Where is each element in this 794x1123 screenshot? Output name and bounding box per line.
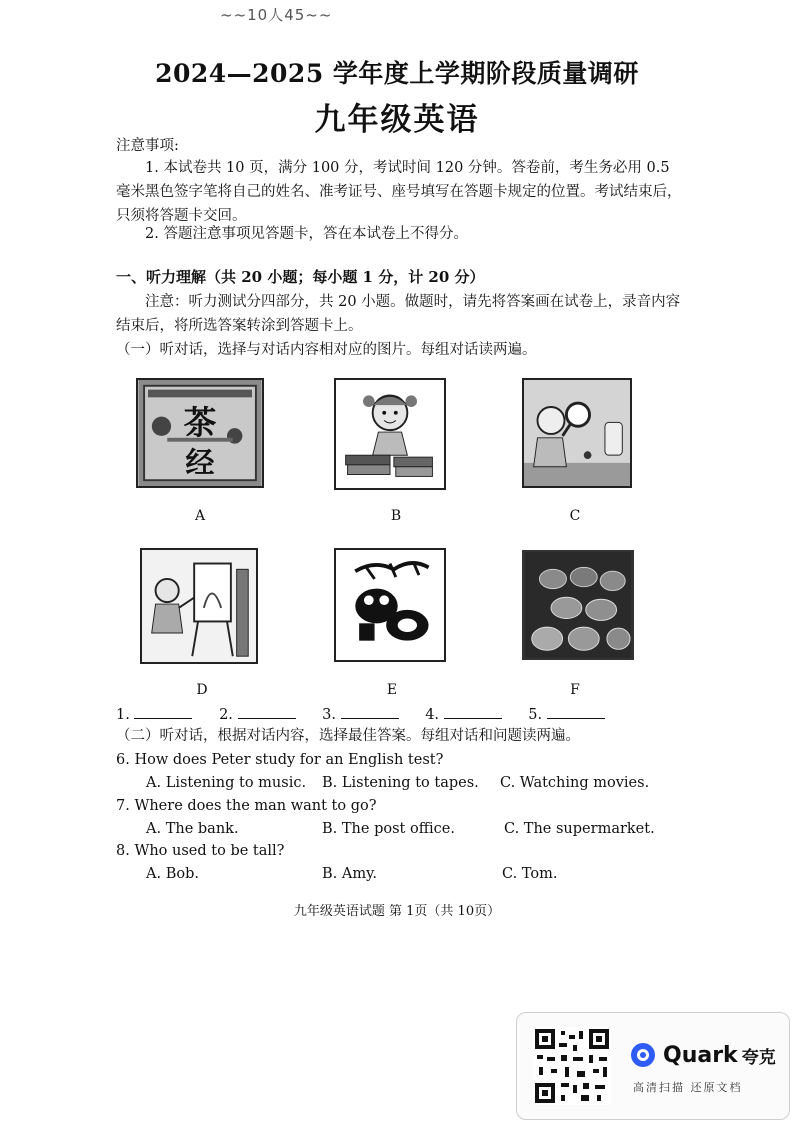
question-8-option-c: C. Tom.: [502, 866, 558, 882]
handwritten-mark: ~~10人45~~: [220, 6, 333, 24]
quark-slogan: 高清扫描 还原文档: [633, 1081, 743, 1094]
notice-item-1: 1. 本试卷共 10 页，满分 100 分，考试时间 120 分钟。答卷前，考生务必用 0.5 毫米黑色签字笔将自己的姓名、准考证号、座号填写在答题卡规定的位置。考试结束后，只须将答题卡交回。: [116, 160, 682, 224]
painting-child-image: [142, 550, 256, 662]
picture-f: [522, 550, 634, 660]
quark-logo-icon: [629, 1041, 657, 1069]
image-char-1: 茶: [183, 402, 217, 442]
panda-papercut-image: [336, 550, 444, 660]
magnifier-image: [524, 380, 630, 486]
question-6-option-a: A. Listening to music.: [146, 775, 307, 791]
part1-instruction: （一）听对话，选择与对话内容相对应的图片。每组对话读两遍。: [116, 342, 537, 358]
blank-label-5: 5.: [528, 707, 543, 723]
picture-label-e: E: [386, 682, 398, 698]
question-7-option-a: A. The bank.: [146, 821, 239, 837]
blank-label-3: 3.: [322, 707, 336, 723]
exam-title: 2024—2025 学年度上学期阶段质量调研: [155, 59, 639, 88]
blank-label-1: 1.: [116, 707, 130, 723]
page-footer: 九年级英语试题 第 1页（共 10页）: [293, 904, 501, 919]
picture-b: [334, 378, 446, 490]
question-6-option-c: C. Watching movies.: [500, 775, 650, 791]
answer-blank-2[interactable]: [238, 704, 296, 719]
answer-blanks: [116, 704, 627, 723]
quark-brand-cn: 夸克: [741, 1047, 776, 1068]
part2-instruction: （二）听对话，根据对话内容，选择最佳答案。每组对话和问题读两遍。: [116, 728, 580, 744]
picture-label-c: C: [569, 508, 581, 524]
question-8-stem: 8. Who used to be tall?: [116, 843, 285, 859]
picture-label-d: D: [196, 682, 208, 698]
tea-book-image: [138, 380, 262, 486]
quark-brand: Quark: [663, 1042, 738, 1068]
question-6-option-b: B. Listening to tapes.: [322, 775, 479, 791]
blank-label-2: 2.: [219, 707, 233, 723]
mooncakes-image: [524, 552, 632, 658]
question-6-stem: 6. How does Peter study for an English test?: [116, 752, 444, 768]
question-7-option-b: B. The post office.: [322, 821, 455, 837]
question-8-option-b: B. Amy.: [322, 866, 377, 882]
answer-blank-1[interactable]: [134, 704, 192, 719]
picture-e: [334, 548, 446, 662]
picture-label-b: B: [390, 508, 402, 524]
question-7-option-c: C. The supermarket.: [504, 821, 655, 837]
picture-label-f: F: [570, 682, 580, 698]
section-note: 注意：听力测试分四部分，共 20 小题。做题时，请先将答案画在试卷上，录音内容结束后，将所选答案转涂到答题卡上。: [116, 294, 681, 334]
quark-watermark: [516, 1012, 790, 1120]
picture-label-a: A: [194, 508, 206, 524]
image-char-2: 经: [185, 445, 215, 480]
answer-blank-5[interactable]: [547, 704, 605, 719]
exam-subject: 九年级英语: [314, 102, 480, 138]
answer-blank-3[interactable]: [341, 704, 399, 719]
section-heading: 一、听力理解（共 20 小题；每小题 1 分，计 20 分）: [116, 268, 485, 286]
picture-c: [522, 378, 632, 488]
quark-logo: [629, 1041, 776, 1069]
notice-item-2: 2. 答题注意事项见答题卡，答在本试卷上不得分。: [145, 226, 468, 242]
picture-d: [140, 548, 258, 664]
blank-label-4: 4.: [425, 707, 440, 723]
notice-heading: 注意事项:: [116, 138, 179, 154]
answer-blank-4[interactable]: [444, 704, 502, 719]
question-8-option-a: A. Bob.: [146, 866, 199, 882]
question-7-stem: 7. Where does the man want to go?: [116, 798, 377, 814]
picture-a: [136, 378, 264, 488]
qr-code: [533, 1027, 611, 1105]
girl-reading-image: [336, 380, 444, 488]
